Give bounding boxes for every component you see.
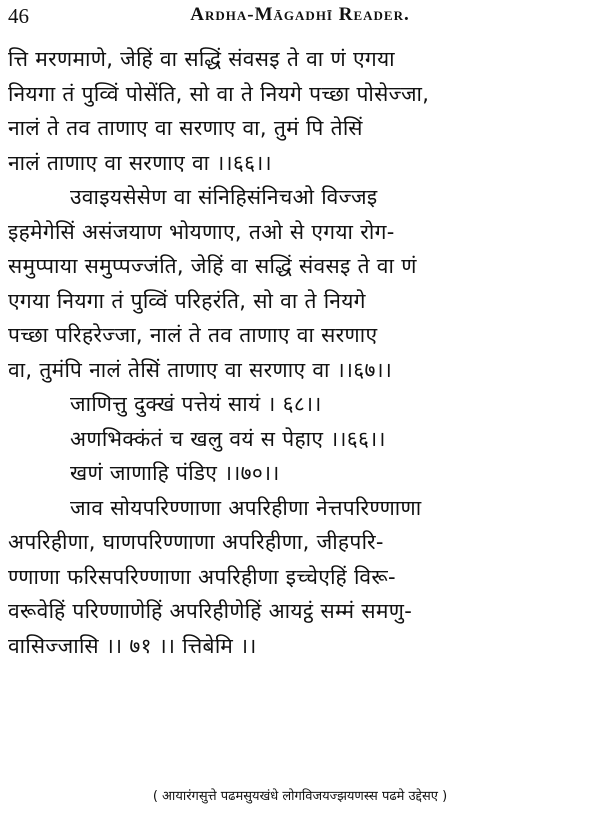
- text-line: पच्छा परिहरेज्जा, नालं ते तव ताणाए वा सरणाए: [8, 323, 378, 347]
- text-line: समुप्पाया समुप्पज्जंति, जेहिं वा सद्धिं संवसइ ते वा णं: [8, 254, 417, 278]
- running-title: Ardha-Māgadhī Reader.: [190, 4, 410, 25]
- text-line: त्ति मरणमाणे, जेहिं वा सद्धिं संवसइ ते वा णं एगया: [8, 47, 395, 71]
- text-line: एगया नियगा तं पुव्विं परिहरंति, सो वा ते नियगे: [8, 288, 366, 313]
- text-line: इहमेगेसिं असंजयाण भोयणाए, तओ से एगया रोग-: [8, 219, 395, 244]
- text-line: नालं ताणाए वा सरणाए वा ।।६६।।: [8, 150, 272, 175]
- text-line: अपरिहीणा, घाणपरिण्णाणा अपरिहीणा, जीहपरि-: [8, 530, 384, 554]
- text-line: उवाइयसेसेण वा संनिहिसंनिचओ विज्जइ: [70, 185, 378, 209]
- text-line: जाणित्तु दुक्खं पत्तेयं सायं । ६८।।: [70, 392, 322, 416]
- text-line: वा, तुमंपि नालं तेसिं ताणाए वा सरणाए वा ।।६७।।: [8, 357, 393, 382]
- text-line: जाव सोयपरिण्णाणा अपरिहीणा नेत्तपरिण्णाणा: [70, 495, 422, 520]
- text-line: अणभिक्कंतं च खलु वयं स पेहाए ।।६६।।: [70, 426, 386, 451]
- page-number: 46: [8, 4, 29, 28]
- text-line: वरूवेहिं परिण्णाणेहिं अपरिहीणेहिं आयट्ठं सम्मं समणु-: [8, 599, 413, 623]
- text-line: नालं ते तव ताणाए वा सरणाए वा, तुमं पि तेसिं: [8, 116, 363, 140]
- body-text: [8, 42, 596, 663]
- text-line: नियगा तं पुव्विं पोसेंति, सो वा ते नियगे पच्छा पोसेज्जा,: [8, 81, 430, 106]
- page-header: [0, 0, 600, 40]
- text-line: ण्णाणा फरिसपरिण्णाणा अपरिहीणा इच्चेएहिं विरू-: [8, 564, 396, 589]
- section-colophon: ( आयारंगसुत्ते पढमसुयखंधे लोगविजयज्झयणस्स पढमे उद्देसए ): [152, 789, 448, 804]
- text-line: वासिज्जासि ।। ७१ ।। त्तिबेमि ।।: [8, 633, 257, 658]
- text-line: खणं जाणाहि पंडिए ।।७०।।: [70, 461, 280, 485]
